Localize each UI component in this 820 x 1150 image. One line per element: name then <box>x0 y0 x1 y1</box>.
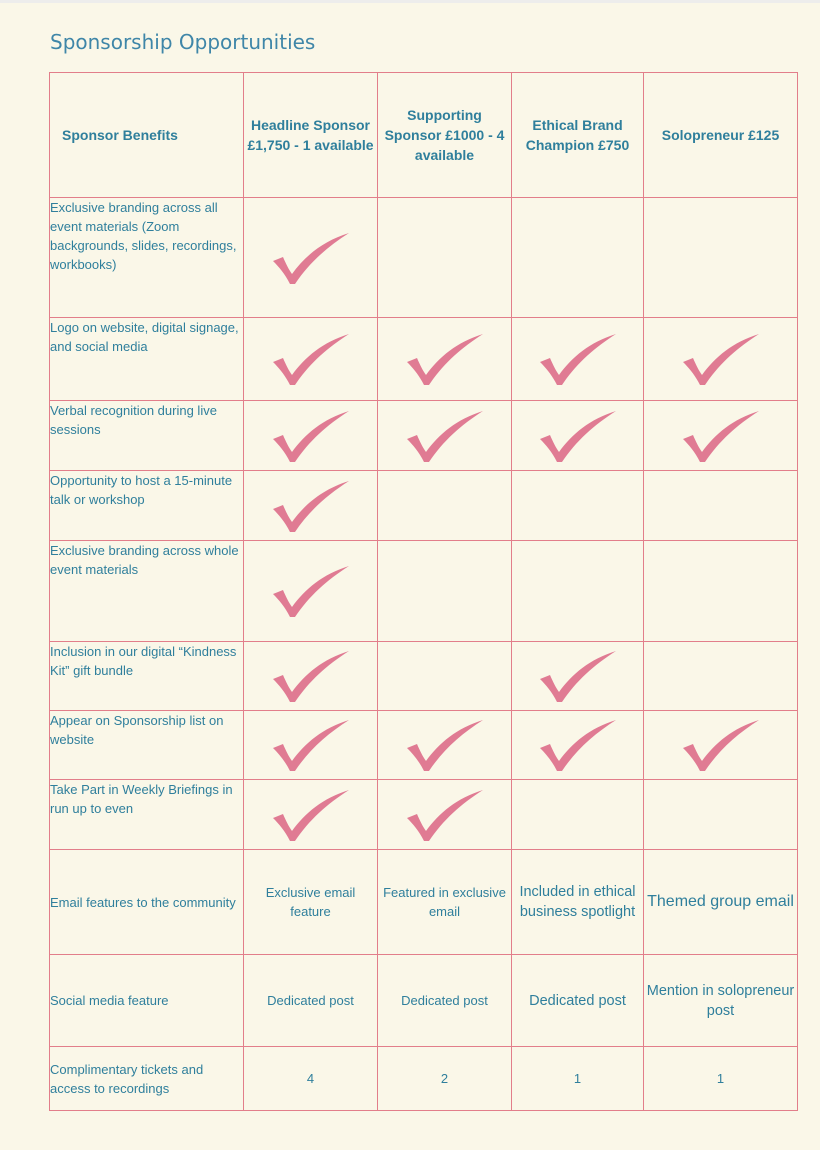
check-cell <box>644 198 798 318</box>
check-cell <box>644 541 798 642</box>
benefit-label: Complimentary tickets and access to recordings <box>50 1047 244 1111</box>
top-bar <box>0 0 820 3</box>
table-row <box>50 711 798 780</box>
table-row <box>50 471 798 541</box>
tickets-value-ethical: 1 <box>512 1047 644 1111</box>
header-sponsor-benefits: Sponsor Benefits <box>50 73 244 198</box>
check-cell <box>378 711 512 780</box>
page-title: Sponsorship Opportunities <box>50 30 316 54</box>
header-tier-solopreneur: Solopreneur £125 <box>644 73 798 198</box>
benefit-label: Verbal recognition during live sessions <box>50 401 244 471</box>
table-row-email <box>50 850 798 955</box>
checkmark-icon <box>405 717 485 773</box>
checkmark-icon <box>271 648 351 704</box>
table-row-tickets <box>50 1047 798 1111</box>
checkmark-icon <box>271 563 351 619</box>
check-cell <box>644 780 798 850</box>
tickets-value-headline: 4 <box>244 1047 378 1111</box>
benefit-label: Take Part in Weekly Briefings in run up to even <box>50 780 244 850</box>
social-value-headline: Dedicated post <box>244 955 378 1047</box>
checkmark-icon <box>538 648 618 704</box>
checkmark-icon <box>271 717 351 773</box>
check-cell <box>512 780 644 850</box>
check-cell <box>512 401 644 471</box>
check-cell <box>512 711 644 780</box>
benefit-label: Logo on website, digital signage, and social media <box>50 318 244 401</box>
checkmark-icon <box>538 717 618 773</box>
checkmark-icon <box>405 408 485 464</box>
check-cell <box>378 642 512 711</box>
email-value-supporting: Featured in exclusive email <box>378 850 512 955</box>
check-cell <box>378 318 512 401</box>
checkmark-icon <box>538 331 618 387</box>
check-cell <box>512 541 644 642</box>
check-cell <box>512 318 644 401</box>
tickets-value-supporting: 2 <box>378 1047 512 1111</box>
checkmark-icon <box>271 478 351 534</box>
email-value-headline: Exclusive email feature <box>244 850 378 955</box>
checkmark-icon <box>681 331 761 387</box>
check-cell <box>244 198 378 318</box>
table-row <box>50 198 798 318</box>
checkmark-icon <box>681 408 761 464</box>
table-row <box>50 318 798 401</box>
checkmark-icon <box>271 331 351 387</box>
check-cell <box>512 642 644 711</box>
check-cell <box>244 541 378 642</box>
check-cell <box>644 471 798 541</box>
benefit-label: Exclusive branding across whole event materials <box>50 541 244 642</box>
benefit-label: Opportunity to host a 15-minute talk or workshop <box>50 471 244 541</box>
check-cell <box>644 318 798 401</box>
check-cell <box>244 318 378 401</box>
checkmark-icon <box>405 331 485 387</box>
benefit-label: Inclusion in our digital “Kindness Kit” gift bundle <box>50 642 244 711</box>
checkmark-icon <box>271 230 351 286</box>
benefit-label: Email features to the community <box>50 850 244 955</box>
check-cell <box>378 198 512 318</box>
check-cell <box>378 401 512 471</box>
check-cell <box>512 198 644 318</box>
benefit-label: Appear on Sponsorship list on website <box>50 711 244 780</box>
check-cell <box>244 401 378 471</box>
social-value-supporting: Dedicated post <box>378 955 512 1047</box>
social-value-ethical: Dedicated post <box>512 955 644 1047</box>
check-cell <box>244 711 378 780</box>
checkmark-icon <box>538 408 618 464</box>
check-cell <box>644 711 798 780</box>
header-tier-headline: Headline Sponsor £1,750 - 1 available <box>244 73 378 198</box>
table-row <box>50 642 798 711</box>
check-cell <box>644 642 798 711</box>
tickets-value-solopreneur: 1 <box>644 1047 798 1111</box>
table-row-social <box>50 955 798 1047</box>
sponsorship-table <box>49 72 798 1111</box>
check-cell <box>244 780 378 850</box>
check-cell <box>244 471 378 541</box>
benefit-label: Social media feature <box>50 955 244 1047</box>
check-cell <box>378 471 512 541</box>
check-cell <box>244 642 378 711</box>
checkmark-icon <box>271 787 351 843</box>
checkmark-icon <box>271 408 351 464</box>
checkmark-icon <box>681 717 761 773</box>
table-row <box>50 401 798 471</box>
checkmark-icon <box>405 787 485 843</box>
check-cell <box>644 401 798 471</box>
social-value-solopreneur: Mention in solopreneur post <box>644 955 798 1047</box>
table-row <box>50 541 798 642</box>
table-header-row <box>50 73 798 198</box>
email-value-solopreneur: Themed group email <box>644 850 798 955</box>
benefit-label: Exclusive branding across all event materials (Zoom backgrounds, slides, recordings, workbooks) <box>50 198 244 318</box>
table-row <box>50 780 798 850</box>
header-tier-ethical-brand: Ethical Brand Champion £750 <box>512 73 644 198</box>
email-value-ethical: Included in ethical business spotlight <box>512 850 644 955</box>
header-tier-supporting: Supporting Sponsor £1000 - 4 available <box>378 73 512 198</box>
check-cell <box>378 541 512 642</box>
check-cell <box>378 780 512 850</box>
check-cell <box>512 471 644 541</box>
